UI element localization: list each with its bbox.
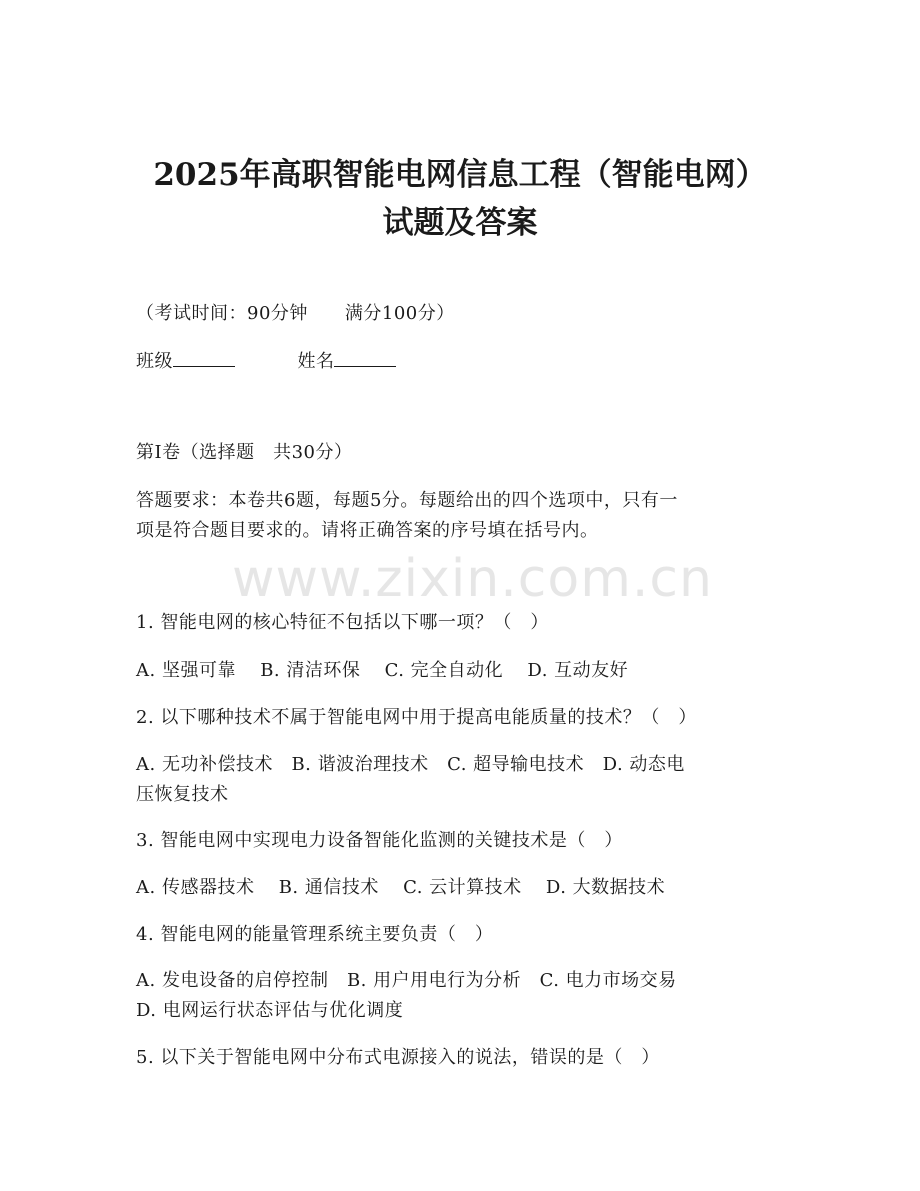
option-d: D. 大数据技术	[545, 877, 666, 898]
question-5-stem: 5. 以下关于智能电网中分布式电源接入的说法，错误的是（ ）	[136, 1047, 660, 1068]
document-title-line1: 2025年高职智能电网信息工程（智能电网）	[153, 157, 767, 193]
question-3-options	[136, 875, 683, 901]
name-label: 姓名	[297, 351, 335, 372]
question-1-stem: 1. 智能电网的核心特征不包括以下哪一项？（ ）	[136, 612, 549, 633]
option-a: A. 传感器技术	[136, 877, 255, 898]
option-c: C. 云计算技术	[403, 877, 522, 898]
question-4-options-line1: A. 发电设备的启停控制 B. 用户用电行为分析 C. 电力市场交易	[136, 970, 677, 991]
question-2-options-line1: A. 无功补偿技术 B. 谐波治理技术 C. 超导输电技术 D. 动态电	[136, 754, 685, 775]
option-d: D. 互动友好	[527, 660, 629, 681]
section-title: 第Ⅰ卷（选择题 共30分）	[136, 442, 353, 463]
option-b: B. 清洁环保	[260, 660, 361, 681]
document-title-line2: 试题及答案	[382, 205, 538, 241]
option-c: C. 完全自动化	[384, 660, 504, 681]
question-2-options-line2: 压恢复技术	[136, 784, 229, 805]
watermark: www.zixin.com.cn	[232, 549, 713, 609]
name-blank	[334, 350, 396, 367]
instructions-line2: 项是符合题目要求的。请将正确答案的序号填在括号内。	[136, 520, 599, 541]
instructions-line1: 答题要求：本卷共6题，每题5分。每题给出的四个选项中，只有一	[136, 490, 678, 511]
class-blank	[173, 350, 235, 367]
question-1-options	[136, 658, 646, 684]
question-3-stem: 3. 智能电网中实现电力设备智能化监测的关键技术是（ ）	[136, 830, 623, 851]
question-2-stem: 2. 以下哪种技术不属于智能电网中用于提高电能质量的技术？（ ）	[136, 707, 697, 728]
student-info	[136, 349, 396, 375]
question-4-options-line2: D. 电网运行状态评估与优化调度	[136, 1000, 404, 1021]
exam-info: （考试时间：90分钟 满分100分）	[136, 303, 455, 324]
class-label: 班级	[136, 351, 173, 372]
option-b: B. 通信技术	[278, 877, 379, 898]
option-a: A. 坚强可靠	[136, 660, 236, 681]
question-4-stem: 4. 智能电网的能量管理系统主要负责（ ）	[136, 924, 494, 945]
